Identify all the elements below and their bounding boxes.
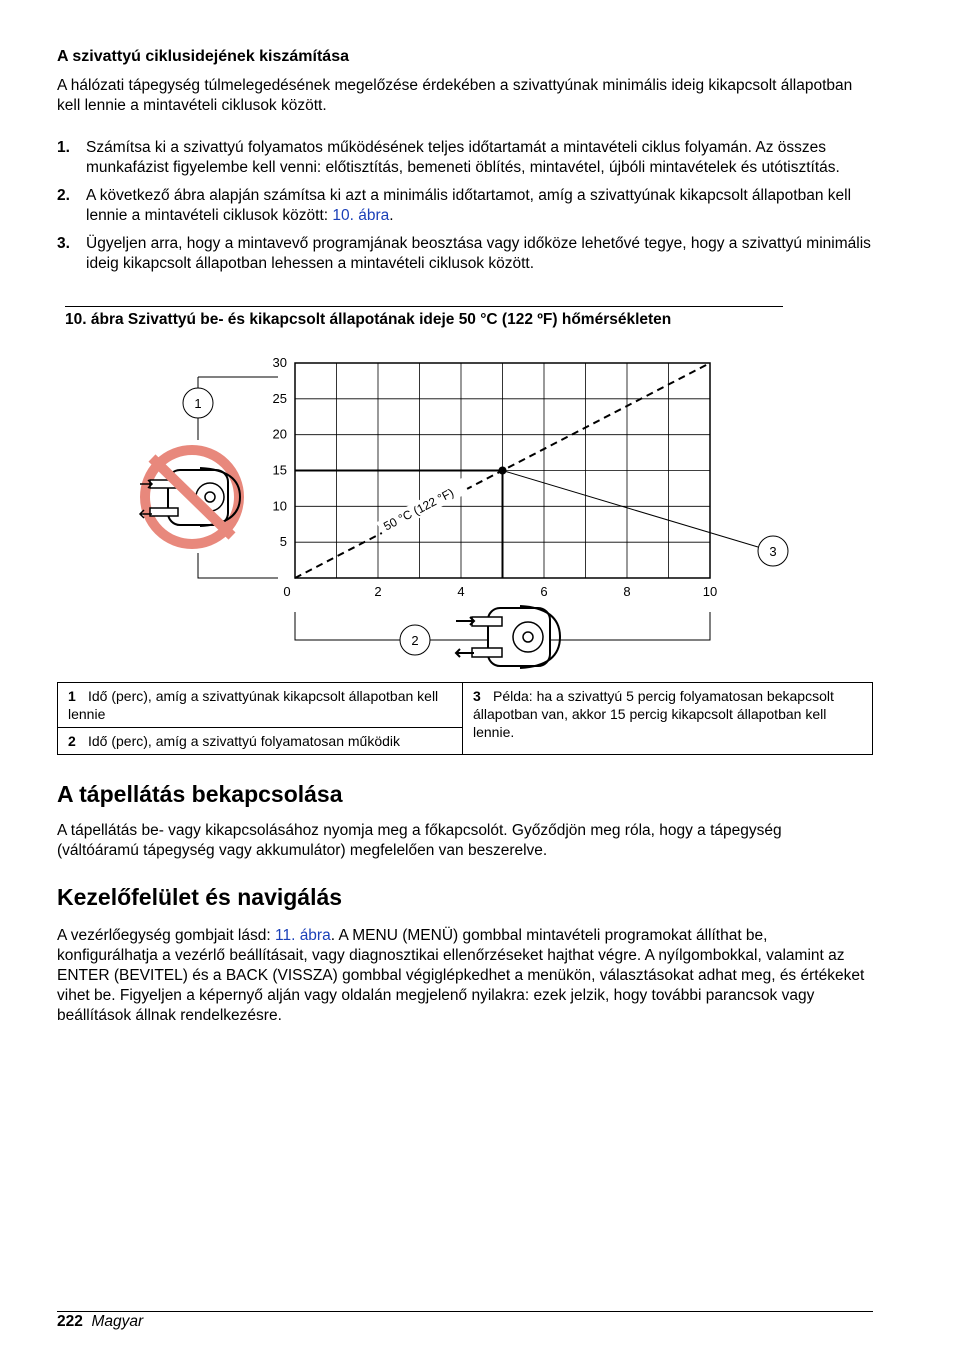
legend-text: Idő (perc), amíg a szivattyúnak kikapcsolt állapotban kell lennie bbox=[68, 688, 439, 722]
x-tick-label: 8 bbox=[623, 584, 631, 599]
callout-1-number: 1 bbox=[194, 396, 202, 411]
figure-legend bbox=[57, 682, 873, 755]
power-paragraph: A tápellátás be- vagy kikapcsolásához nyomja meg a főkapcsolót. Győződjön meg róla, hogy a tápegység (váltóáramú tápegység vagy akkumulátor) megfelelően van beszerelve. bbox=[57, 822, 782, 859]
page-footer bbox=[57, 1313, 143, 1331]
y-tick-label: 30 bbox=[272, 355, 287, 370]
footer-language: Magyar bbox=[91, 1313, 144, 1330]
pump-cycle-chart bbox=[0, 340, 954, 680]
step-text: Számítsa ki a szivattyú folyamatos működésének teljes időtartamát a mintavételi ciklus folyamán. Az összes munkafázist figyelembe kell venni: előtisztítás, bemeneti öblítés, mintavétel, újbóli mintavételek és utótisztítás. bbox=[86, 139, 840, 176]
legend-item-1 bbox=[58, 683, 463, 728]
legend-number: 2 bbox=[68, 733, 76, 749]
legend-text: Idő (perc), amíg a szivattyú folyamatosan működik bbox=[88, 733, 401, 749]
power-heading: A tápellátás bekapcsolása bbox=[57, 781, 343, 807]
nav-text-start: A vezérlőegység gombjait lásd: bbox=[57, 927, 275, 944]
y-tick-label: 15 bbox=[272, 462, 287, 478]
x-tick-label: 4 bbox=[457, 584, 465, 599]
x-tick-label: 10 bbox=[702, 584, 718, 599]
step-number: 3. bbox=[57, 235, 70, 252]
navigation-heading: Kezelőfelület és navigálás bbox=[57, 884, 343, 910]
example-point bbox=[499, 467, 507, 475]
legend-text: Példa: ha a szivattyú 5 percig folyamatosan bekapcsolt állapotban van, akkor 15 percig kikapcsolt állapotban kell lennie. bbox=[473, 688, 834, 740]
legend-item-3 bbox=[463, 683, 873, 755]
nav-text-rest: . A MENU (MENÜ) gombbal mintavételi programokat állíthat be, konfigurálhatja a vezérlő beállításait, vagy diagnosztikai ellenőrzéseket hajthat végre. A nyílgombokkal, valamint az ENTER (BEVITEL) és a BACK (VISSZA) gombbal végiglépkedhet a menükön, választásokat adhat meg, és értékeket vihet be. Figyeljen a képernyő alján vagy oldalán megjelenő nyilakra: ezek jelzik, hogy további parancsok vagy beállítások állnak rendelkezésre. bbox=[57, 927, 865, 1024]
callout-2-number: 2 bbox=[411, 633, 419, 648]
legend-number: 3 bbox=[473, 688, 481, 704]
x-tick-labels bbox=[283, 584, 717, 599]
x-tick-label: 6 bbox=[540, 584, 548, 599]
step-number: 2. bbox=[57, 187, 70, 204]
navigation-paragraph bbox=[57, 926, 872, 1026]
page-number: 222 bbox=[57, 1313, 83, 1330]
legend-number: 1 bbox=[68, 688, 76, 704]
step-2 bbox=[57, 186, 877, 226]
step-number: 1. bbox=[57, 139, 70, 156]
pump-on-icon bbox=[456, 606, 560, 668]
y-tick-label: 20 bbox=[272, 426, 287, 442]
figure-11-link[interactable]: 11. ábra bbox=[274, 927, 331, 944]
step-text: Ügyeljen arra, hogy a mintavevő programjának beosztása vagy időköze lehetővé tegye, hogy a szivattyú minimális ideig kikapcsolt állapotban lehessen a mintavételi ciklusok között. bbox=[86, 235, 871, 272]
series-label: 50 °C (122 °F) bbox=[381, 485, 457, 534]
y-tick-label: 10 bbox=[272, 498, 287, 514]
figure-caption: 10. ábra Szivattyú be- és kikapcsolt állapotának ideje 50 °C (122 ºF) hőmérsékleten bbox=[65, 311, 672, 328]
legend-item-2 bbox=[58, 728, 463, 755]
step-1 bbox=[57, 138, 877, 178]
example-layer bbox=[295, 467, 758, 579]
y-tick-labels bbox=[273, 355, 287, 549]
figure-top-rule bbox=[65, 306, 783, 307]
pump-off-icon bbox=[140, 450, 240, 544]
step-3 bbox=[57, 234, 877, 274]
step-text: A következő ábra alapján számítsa ki azt a minimális időtartamot, amíg a szivattyúnak kikapcsolt állapotban kell lennie a mintavételi ciklusok között: bbox=[86, 187, 852, 224]
callout-3-number: 3 bbox=[769, 544, 777, 559]
callout-1-bracket-top bbox=[198, 377, 278, 388]
step-text-end: . bbox=[389, 207, 394, 224]
y-tick-label: 25 bbox=[272, 390, 287, 406]
section-heading: A szivattyú ciklusidejének kiszámítása bbox=[57, 48, 349, 65]
steps-list bbox=[57, 138, 877, 282]
footer-rule bbox=[57, 1311, 873, 1312]
x-tick-label: 2 bbox=[374, 584, 382, 599]
callout-3-leader bbox=[503, 471, 759, 548]
y-tick-label: 5 bbox=[279, 534, 287, 550]
figure-10-link[interactable]: 10. ábra bbox=[332, 207, 390, 224]
x-tick-label: 0 bbox=[283, 584, 291, 599]
intro-paragraph: A hálózati tápegység túlmelegedésének megelőzése érdekében a szivattyúnak minimális ideig kikapcsolt állapotban kell lennie a mintavételi ciklusok között. bbox=[57, 77, 853, 114]
callout-1-bracket-bottom bbox=[198, 553, 278, 578]
